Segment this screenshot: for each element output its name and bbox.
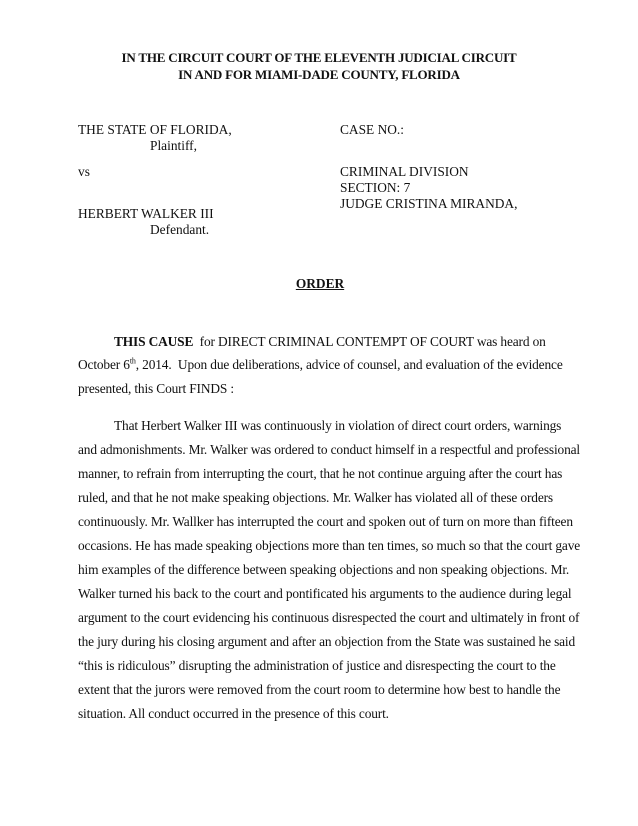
date-ordinal-suffix: th xyxy=(129,356,136,366)
order-title: ORDER xyxy=(295,276,345,291)
case-number-label: CASE NO.: xyxy=(340,122,404,137)
paragraph-1-line-3: presented, this Court FINDS : xyxy=(78,381,234,396)
hearing-date-text: October 6 xyxy=(78,357,130,372)
findings-line: and admonishments. Mr. Walker was ordered to conduct himself in a respectful and professional xyxy=(78,442,580,457)
findings-line: That Herbert Walker III was continuously in violation of direct court orders, warnings xyxy=(114,418,562,433)
findings-line: continuously. Mr. Wallker has interrupted the court and spoken out of turn on more than fifteen xyxy=(78,514,573,529)
plaintiff-name: THE STATE OF FLORIDA, xyxy=(78,122,232,137)
findings-line: situation. All conduct occurred in the presence of this court. xyxy=(78,706,389,721)
findings-line: the jury during his closing argument and after an objection from the State was sustained he said xyxy=(78,634,576,649)
findings-line: “this is ridiculous” disrupting the administration of justice and disrespecting the court to the xyxy=(78,658,556,673)
judge-label: JUDGE CRISTINA MIRANDA, xyxy=(340,196,518,211)
paragraph-1-line-2-text: , 2014. Upon due deliberations, advice of counsel, and evaluation of the evidence xyxy=(135,357,563,372)
paragraph-1-line-1 xyxy=(114,334,546,350)
defendant-name: HERBERT WALKER III xyxy=(78,206,214,221)
defendant-role: Defendant. xyxy=(150,222,210,237)
plaintiff-role: Plaintiff, xyxy=(150,138,197,153)
section-label: SECTION: 7 xyxy=(340,180,411,195)
court-heading-line-2: IN AND FOR MIAMI-DADE COUNTY, FLORIDA xyxy=(178,67,460,82)
versus-label: vs xyxy=(78,164,90,179)
this-cause-lead: THIS CAUSE xyxy=(114,334,194,349)
court-heading-line-1: IN THE CIRCUIT COURT OF THE ELEVENTH JUDICIAL CIRCUIT xyxy=(121,50,517,65)
paragraph-1-line-1-text: for DIRECT CRIMINAL CONTEMPT OF COURT was heard on xyxy=(193,334,546,349)
findings-line: Walker turned his back to the court and pontificated his arguments to the audience during legal xyxy=(78,586,572,601)
findings-line: him examples of the difference between speaking objections and non speaking objections. Mr. xyxy=(78,562,570,577)
division-label: CRIMINAL DIVISION xyxy=(340,164,469,179)
findings-line: occasions. He has made speaking objections more than ten times, so much so that the court gave xyxy=(78,538,581,553)
findings-line: extent that the jurors were removed from the court room to determine how best to handle the xyxy=(78,682,561,697)
findings-line: ruled, and that he not make speaking objections. Mr. Walker has violated all of these orders xyxy=(78,490,553,505)
paragraph-1-line-2 xyxy=(78,357,563,373)
findings-line: argument to the court evidencing his continuous disrespected the court and ultimately in front of xyxy=(78,610,580,625)
findings-line: manner, to refrain from interrupting the court, that he not continue arguing after the court has xyxy=(78,466,563,481)
